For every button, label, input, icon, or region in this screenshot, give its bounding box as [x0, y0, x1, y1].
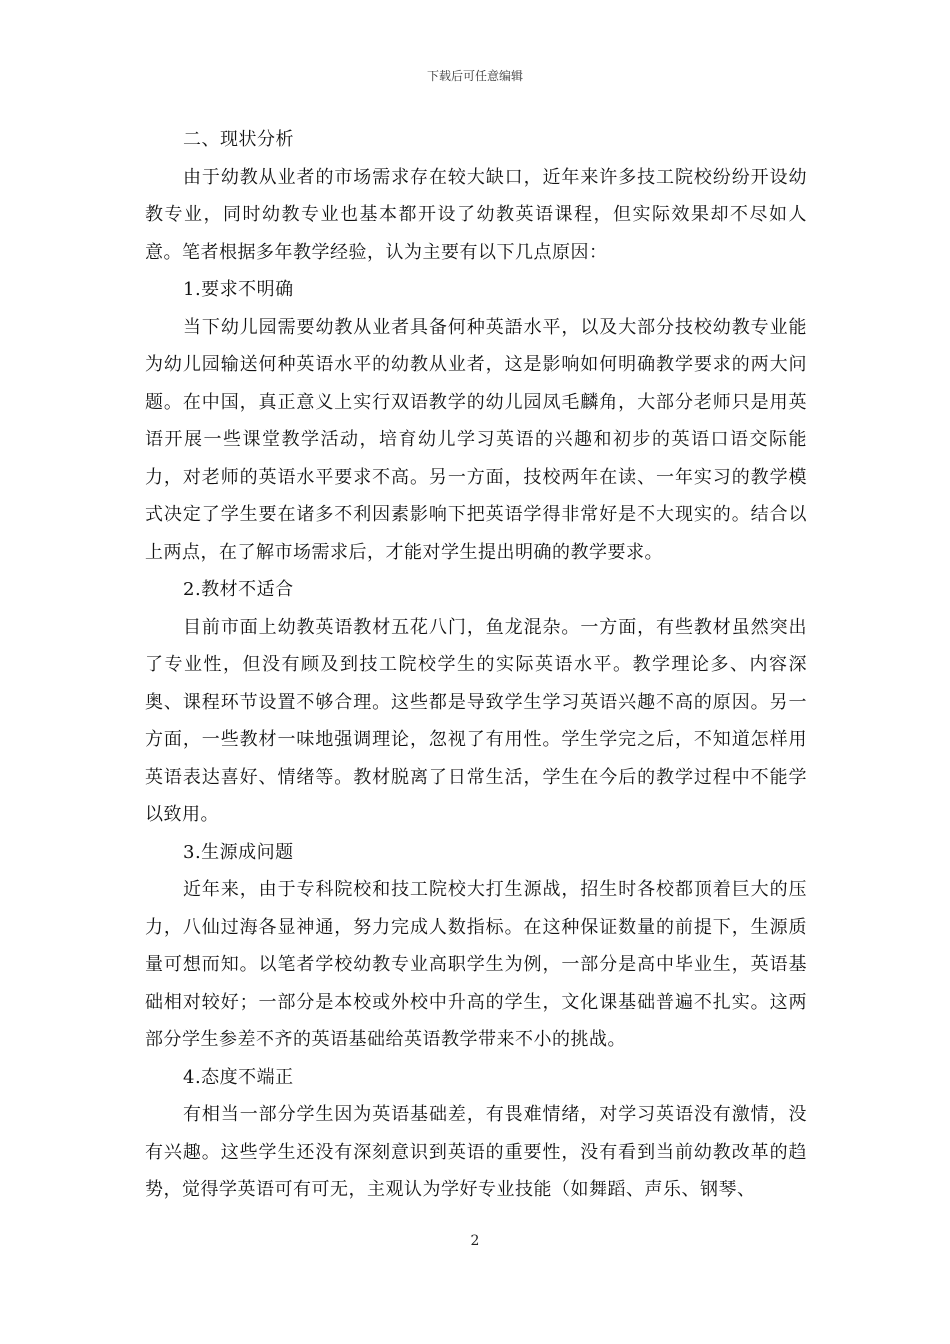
section-title: 二、现状分析: [183, 129, 294, 150]
item3-title: 3.生源成问题: [183, 841, 294, 863]
item2-paragraph: 目前市面上幼教英语教材五花八门，鱼龙混杂。一方面，有些教材虽然突出了专业性，但没有顾及到技工院校学生的实际英语水平。教学理论多、内容深奥、课程环节设置不够合理。这些都是导致学生学习英语兴趣不高的原因。另一方面，一些教材一味地强调理论，忽视了有用性。学生学完之后，不知道怎样用英语表达喜好、情绪等。教材脱离了日常生活，学生在今后的教学过程中不能学以致用。: [145, 616, 807, 825]
item1-title: 1.要求不明确: [183, 279, 294, 300]
item4-title: 4.态度不端正: [183, 1066, 294, 1088]
item3-paragraph: 近年来，由于专科院校和技工院校大打生源战，招生时各校都顶着巨大的压力，八仙过海各显神通，努力完成人数指标。在这种保证数量的前提下，生源质量可想而知。以笔者学校幼教专业高职学生为例，一部分是高中毕业生，英语基础相对较好；一部分是本校或外校中升高的学生，文化课基础普遍不扎实。这两部分学生参差不齐的英语基础给英语教学带来不小的挑战。: [145, 879, 807, 1050]
item1-paragraph: 当下幼儿园需要幼教从业者具备何种英語水平，以及大部分技校幼教专业能为幼儿园输送何种英语水平的幼教从业者，这是影响如何明确教学要求的两大问题。在中国，真正意义上实行双语教学的幼儿园凤毛麟角，大部分老师只是用英语开展一些课堂教学活动，培育幼儿学习英语的兴趣和初步的英语口语交际能力，对老师的英语水平要求不高。另一方面，技校两年在读、一年实习的教学模式决定了学生要在诸多不利因素影响下把英语学得非常好是不大现实的。结合以上两点，在了解市场需求后，才能对学生提出明确的教学要求。: [145, 316, 807, 563]
item2-title: 2.教材不适合: [183, 579, 294, 600]
intro-paragraph: 由于幼教从业者的市场需求存在较大缺口，近年来许多技工院校纷纷开设幼教专业，同时幼教专业也基本都开设了幼教英语课程，但实际效果却不尽如人意。笔者根据多年教学经验，认为主要有以下几点原因：: [145, 166, 807, 263]
item4-paragraph: 有相当一部分学生因为英语基础差，有畏难情绪，对学习英语没有激情，没有兴趣。这些学生还没有深刻意识到英语的重要性，没有看到当前幼教改革的趋势，觉得学英语可有可无，主观认为学好专业技能（如舞蹈、声乐、钢琴、: [145, 1104, 807, 1200]
page-header: 下载后可任意编辑: [426, 69, 523, 83]
document-body: [145, 121, 807, 1209]
page-number: 2: [470, 1233, 480, 1249]
